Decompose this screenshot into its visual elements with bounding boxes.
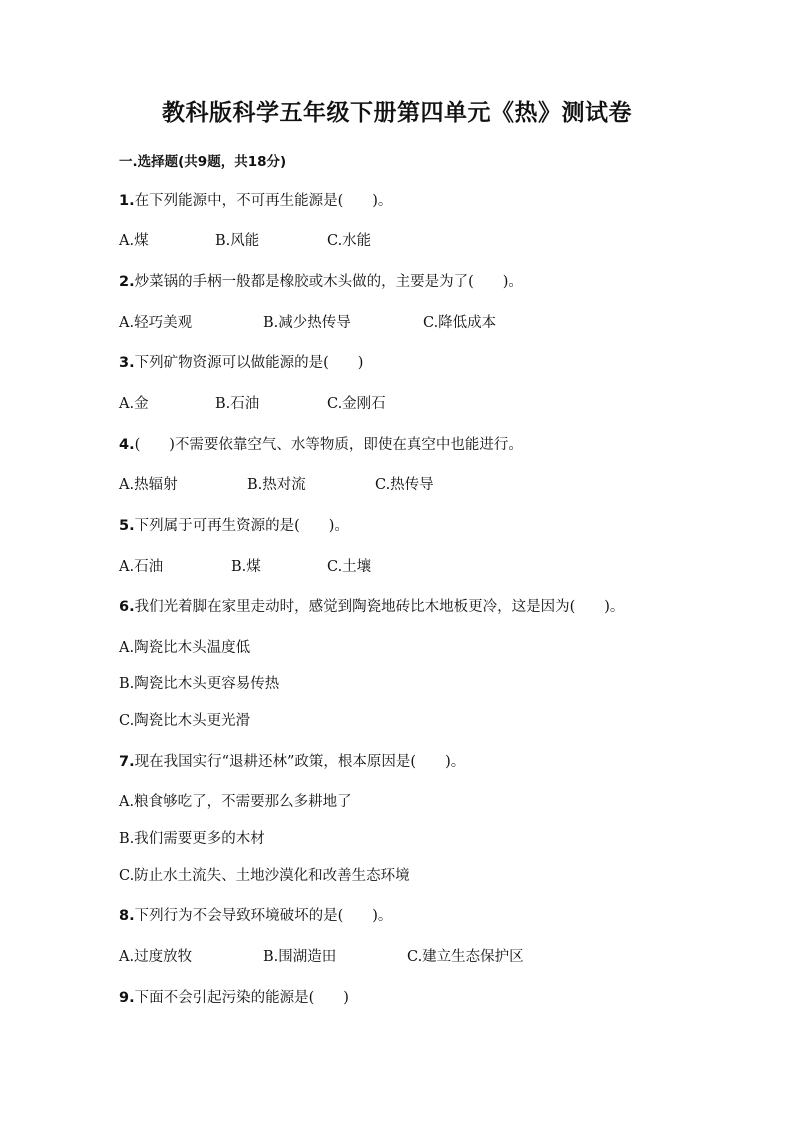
q5-option-a: A.石油 (119, 559, 164, 575)
question-3 (119, 353, 363, 373)
question-4 (119, 435, 523, 455)
question-number: 5. (119, 518, 135, 534)
q5-option-c: C.土壤 (327, 559, 372, 575)
q4-option-a: A.热辐射 (119, 477, 178, 493)
question-text: 现在我国实行“退耕还林”政策，根本原因是( )。 (134, 754, 466, 770)
question-6 (119, 597, 624, 617)
q3-option-b: B.石油 (215, 396, 260, 412)
question-text: 我们光着脚在家里走动时，感觉到陶瓷地砖比木地板更冷，这是因为( )。 (134, 599, 625, 615)
question-number: 9. (119, 990, 135, 1006)
q4-option-b: B.热对流 (247, 477, 306, 493)
q4-option-c: C.热传导 (375, 477, 434, 493)
q2-option-c: C.降低成本 (423, 315, 497, 331)
q7-option-a: A.粮食够吃了，不需要那么多耕地了 (119, 794, 352, 810)
question-text: 下面不会引起污染的能源是( ) (134, 990, 349, 1006)
q1-option-b: B.风能 (215, 233, 260, 249)
question-text: 下列矿物资源可以做能源的是( ) (134, 355, 364, 371)
question-1 (119, 191, 392, 211)
question-text: 下列属于可再生资源的是( )。 (134, 518, 349, 534)
q6-option-a: A.陶瓷比木头温度低 (119, 640, 251, 656)
question-number: 7. (119, 754, 135, 770)
q1-option-a: A.煤 (119, 233, 149, 249)
q5-option-b: B.煤 (231, 559, 261, 575)
question-text: 下列行为不会导致环境破坏的是( )。 (134, 908, 393, 924)
q7-option-c: C.防止水土流失、土地沙漠化和改善生态环境 (119, 868, 410, 884)
section-heading: 一.选择题(共9题，共18分) (119, 154, 287, 170)
question-number: 3. (119, 355, 135, 371)
q6-option-c: C.陶瓷比木头更光滑 (119, 713, 251, 729)
q1-option-c: C.水能 (327, 233, 372, 249)
q6-option-b: B.陶瓷比木头更容易传热 (119, 676, 280, 692)
q8-option-a: A.过度放牧 (119, 949, 193, 965)
question-text: 在下列能源中，不可再生能源是( )。 (134, 193, 393, 209)
q2-option-a: A.轻巧美观 (119, 315, 193, 331)
question-9 (119, 988, 349, 1008)
question-number: 1. (119, 193, 135, 209)
q3-option-c: C.金刚石 (327, 396, 386, 412)
q8-option-b: B.围湖造田 (263, 949, 337, 965)
question-number: 4. (119, 437, 135, 453)
q3-option-a: A.金 (119, 396, 149, 412)
question-2 (119, 272, 523, 292)
question-text: ( )不需要依靠空气、水等物质，即使在真空中也能进行。 (134, 437, 523, 453)
question-5 (119, 516, 349, 536)
document-title: 教科版科学五年级下册第四单元《热》测试卷 (162, 100, 632, 126)
question-number: 8. (119, 908, 135, 924)
question-8 (119, 906, 392, 926)
question-number: 2. (119, 274, 135, 290)
q2-option-b: B.减少热传导 (263, 315, 351, 331)
question-number: 6. (119, 599, 135, 615)
q7-option-b: B.我们需要更多的木材 (119, 831, 265, 847)
q8-option-c: C.建立生态保护区 (407, 949, 524, 965)
question-7 (119, 752, 465, 772)
question-text: 炒菜锅的手柄一般都是橡胶或木头做的，主要是为了( )。 (134, 274, 523, 290)
